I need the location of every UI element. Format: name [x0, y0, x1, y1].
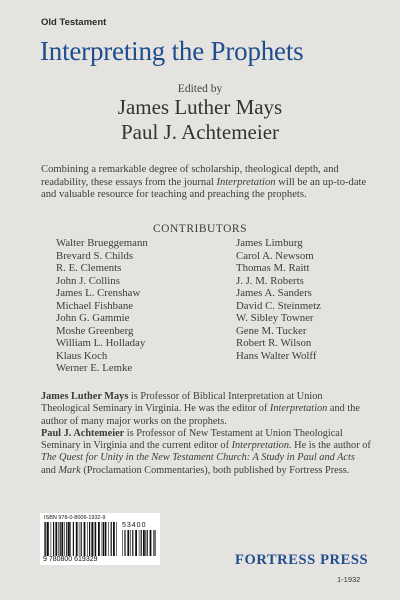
barcode-bar [79, 522, 80, 556]
contributor-name: Michael Fishbane [56, 299, 134, 312]
contributor-name: John J. Collins [56, 274, 120, 287]
barcode-bar [111, 522, 112, 556]
barcode-bar [84, 522, 86, 556]
barcode-bar [47, 522, 49, 556]
bio-achtemeier-book-1: The Quest for Unity in the New Testament Church: A Study in Paul and Acts [41, 452, 355, 464]
barcode-bar [76, 522, 78, 556]
bio-mays-journal: Interpretation [269, 403, 328, 415]
contributors-heading: CONTRIBUTORS [153, 223, 247, 235]
blurb-text-2: will be an up-to-date and valuable resource for teaching and preaching the prophets. [41, 176, 367, 200]
contributor-name: Werner E. Lemke [56, 362, 133, 374]
contributor-name: Walter Brueggemann [56, 237, 148, 249]
barcode-bar [135, 530, 137, 556]
catalog-code: 1-1932 [337, 575, 361, 584]
contributor-name: James A. Sanders [236, 287, 312, 299]
barcode-bar [139, 530, 140, 556]
barcode-digits: 9 780800 619329 [43, 556, 98, 563]
book-blurb [41, 164, 371, 202]
bio-mays [41, 391, 371, 428]
barcode-bar [105, 522, 107, 556]
bio-mays-text-2: and the author of many major works on the prophets. [41, 403, 360, 427]
barcode-bar [102, 522, 103, 556]
bio-achtemeier-text-4: (Proclamation Commentaries), both published by Fortress Press. [80, 464, 350, 476]
barcode-bar [113, 522, 115, 556]
contributor-name: W. Sibley Towner [236, 312, 314, 324]
contributor-name: Moshe Greenberg [56, 324, 134, 337]
contributor-name: Robert R. Wilson [236, 337, 312, 349]
bio-achtemeier-text-2: He is the author of [291, 440, 371, 452]
barcode-bar [95, 522, 96, 556]
barcode-bar [87, 522, 88, 556]
bio-mays-text-1: is Professor of Biblical Interpretation at Union Theological Seminary in Virginia. He was the editor of [41, 391, 323, 415]
contributor-name: William L. Holladay [56, 337, 146, 349]
barcode-bar [60, 522, 61, 556]
barcode-bar [150, 530, 152, 556]
barcode-bar [127, 530, 129, 556]
barcode-bar [103, 522, 104, 556]
barcode-bar [132, 530, 133, 556]
bio-achtemeier-journal: Interpretation. [231, 440, 292, 452]
barcode-bar [94, 522, 95, 556]
price-code: 53400 [122, 522, 147, 529]
contributors-list-right [236, 237, 321, 362]
contributor-name: James Limburg [236, 237, 303, 249]
book-title: Interpreting the Prophets [40, 36, 304, 66]
barcode-bar [91, 522, 93, 556]
barcode-bar [89, 522, 90, 556]
barcode-bar [145, 530, 146, 556]
barcode-bar [53, 522, 54, 556]
barcode-bar [66, 522, 67, 556]
barcode-bar [58, 522, 59, 556]
barcode-bar [124, 530, 125, 556]
barcode-bar [153, 530, 154, 556]
barcode-bar [108, 522, 109, 556]
bio-achtemeier [41, 428, 371, 477]
barcode-bar [81, 522, 82, 556]
barcode-bar [64, 522, 65, 556]
contributor-name: Thomas M. Raitt [236, 262, 310, 274]
contributor-name: R. E. Clements [56, 262, 122, 274]
bio-achtemeier-text-1: is Professor of New Testament at Union Theological Seminary in Virginia and the current editor of [41, 427, 343, 452]
barcode-bar [61, 522, 63, 556]
contributor-name: Brevard S. Childs [56, 249, 134, 262]
barcode-bar [98, 522, 100, 556]
contributor-name: Hans Walter Wolff [236, 349, 317, 362]
author-bios [41, 391, 371, 477]
bio-achtemeier-text-3: and [41, 464, 59, 476]
bio-achtemeier-book-2: Mark [58, 464, 81, 476]
editor-name-2: Paul J. Achtemeier [120, 120, 280, 144]
bio-mays-name: James Luther Mays [41, 391, 129, 402]
editor-name-1: James Luther Mays [117, 95, 283, 119]
barcode-addon-bars [122, 530, 156, 556]
contributor-name: J. J. M. Roberts [236, 274, 304, 287]
contributor-name: Klaus Koch [56, 349, 108, 362]
blurb-text-1: Combining a remarkable degree of scholarship, theological depth, and readability, these essays from the journal [41, 164, 339, 188]
barcode-bars [44, 522, 118, 556]
barcode-bar [55, 522, 57, 556]
isbn-label: ISBN 978-0-8006-1932-9 [44, 515, 106, 521]
category-label: Old Testament [41, 17, 107, 28]
barcode-bar [51, 522, 52, 556]
barcode-bar [44, 522, 45, 556]
edited-by-label: Edited by [177, 83, 223, 95]
barcode-bar [154, 530, 155, 556]
contributor-name: David C. Steinmetz [236, 299, 321, 312]
barcode-bar [130, 530, 131, 556]
barcode-bar [147, 530, 148, 556]
barcode-bar [116, 522, 117, 556]
barcode-bar [45, 522, 46, 556]
contributor-name: John G. Gammie [56, 312, 130, 324]
contributor-name: Gene M. Tucker [236, 324, 307, 337]
barcode-bar [70, 522, 71, 556]
contributor-name: James L. Crenshaw [56, 287, 141, 299]
barcode-bar [141, 530, 142, 556]
contributor-name: Carol A. Newsom [236, 249, 314, 262]
contributors-list-left [56, 237, 148, 375]
bio-achtemeier-name: Paul J. Achtemeier [41, 427, 125, 439]
publisher-logo: FORTRESS PRESS [235, 552, 369, 568]
barcode-bar [73, 522, 74, 556]
barcode-bar [122, 530, 123, 556]
barcode [40, 513, 160, 565]
blurb-journal: Interpretation [216, 176, 276, 188]
barcode-bar [68, 522, 70, 556]
barcode-bar [143, 530, 145, 556]
